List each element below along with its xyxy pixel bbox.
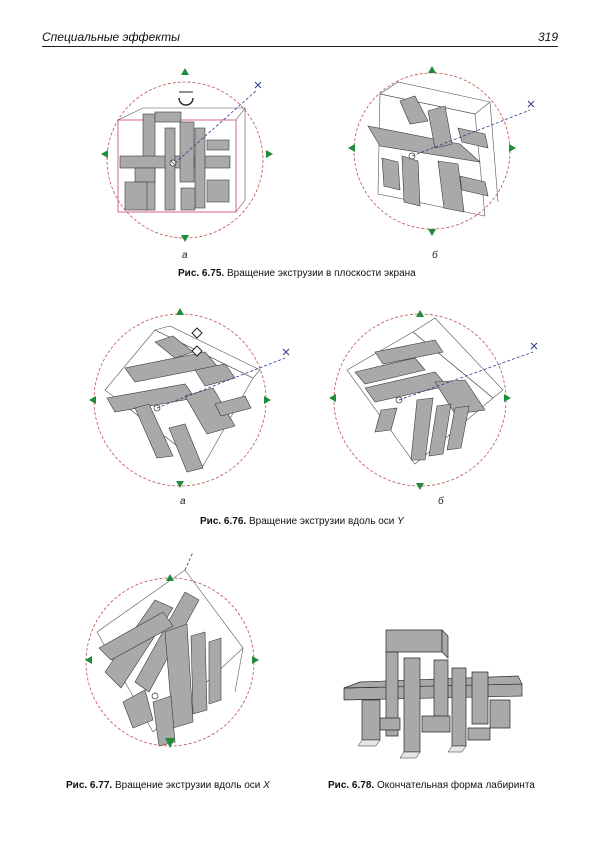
caption-text: Окончательная форма лабиринта: [374, 780, 535, 791]
page-number: 319: [537, 30, 558, 44]
section-title: Специальные эффекты: [42, 30, 180, 44]
figure-6-76b-label: б: [438, 496, 444, 507]
extrusion-shape: [107, 336, 251, 472]
caption-axis: X: [263, 780, 270, 791]
caption-text: Вращение экструзии в плоскости экрана: [224, 268, 416, 279]
figure-6-75-caption: [178, 268, 416, 279]
figure-6-76b-image: [325, 310, 550, 490]
vanishing-point-icon: [255, 82, 261, 88]
extrusion-shape: [99, 592, 221, 746]
page-header: [42, 28, 558, 47]
maze-shape: [344, 630, 522, 752]
vanishing-point-icon: [531, 343, 537, 349]
figure-6-78-image: [340, 628, 525, 763]
caption-label: Рис. 6.76.: [200, 516, 247, 527]
center-marker: [152, 693, 158, 699]
rotate-cursor-icon: [179, 92, 193, 105]
extrusion-shape: [368, 96, 488, 212]
caption-label: Рис. 6.78.: [328, 780, 375, 791]
figure-6-76a-image: [85, 308, 295, 488]
rotate-cursor-icon: [192, 328, 202, 356]
caption-text: Вращение экструзии вдоль оси: [112, 780, 264, 791]
vanishing-point-icon: [283, 349, 289, 355]
caption-axis: Y: [397, 516, 404, 527]
vanishing-point-icon: [528, 101, 534, 107]
figure-6-77-image: [75, 552, 275, 767]
figure-6-75a-image: [95, 68, 280, 243]
caption-label: Рис. 6.75.: [178, 268, 225, 279]
figure-6-75b-image: [340, 66, 540, 236]
figure-6-78-caption: [328, 780, 535, 791]
caption-label: Рис. 6.77.: [66, 780, 113, 791]
figure-6-77-caption: [66, 780, 270, 791]
figure-6-76-caption: [200, 516, 404, 527]
extrusion-shape: [355, 340, 485, 460]
figure-6-76a-label: а: [180, 496, 186, 507]
figure-6-75b-label: б: [432, 250, 438, 261]
figure-6-75a-label: а: [182, 250, 188, 261]
caption-text: Вращение экструзии вдоль оси: [246, 516, 398, 527]
